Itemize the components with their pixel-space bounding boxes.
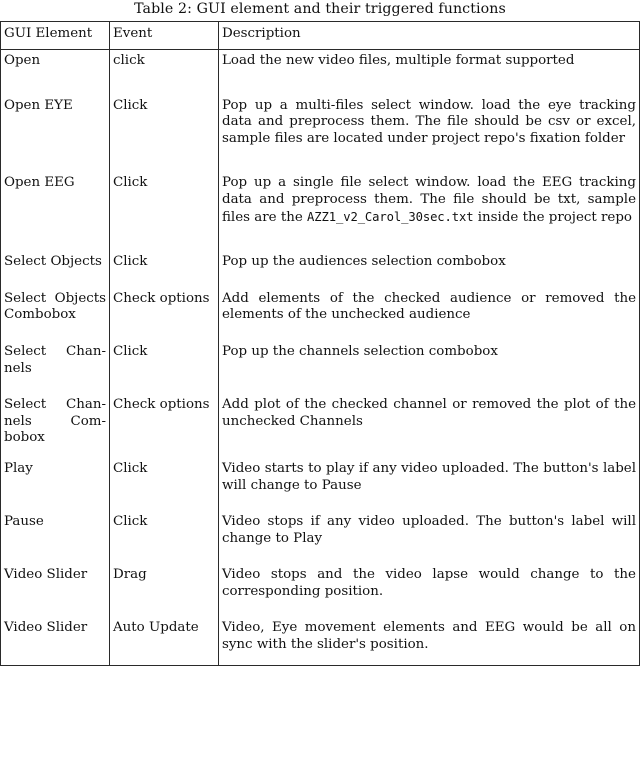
gui-element-name: Video Slider <box>4 567 88 583</box>
description-text: Pop up the channels selection combobox <box>222 343 498 359</box>
gui-element-name: Open EEG <box>4 175 75 191</box>
cell-event <box>110 564 219 603</box>
cell-event <box>110 458 219 497</box>
table-row <box>1 251 640 274</box>
cell-gui-element <box>1 95 110 151</box>
gui-element-name: Open EYE <box>4 97 73 113</box>
row-gap <box>1 497 640 511</box>
gui-elements-table <box>0 21 640 666</box>
table-row <box>1 394 640 450</box>
cell-description <box>219 95 640 151</box>
column-header-description <box>219 22 640 50</box>
cell-gui-element <box>1 341 110 380</box>
description-text: Pop up a multi-files select window. load the eye tracking data and preprocess them. The file should be csv or excel, sample files are located under project repo's fixation folder <box>222 97 636 146</box>
row-gap <box>1 274 640 288</box>
cell-gui-element <box>1 617 110 656</box>
gui-element-name: Video Slider <box>4 620 88 636</box>
row-gap <box>1 327 640 341</box>
cell-gui-element <box>1 288 110 327</box>
description-text: Video starts to play if any video uploaded. The button's label will change to Pause <box>222 460 636 493</box>
table-header-row <box>1 22 640 50</box>
table-row <box>1 172 640 229</box>
event-name: Drag <box>113 567 147 583</box>
cell-event <box>110 172 219 229</box>
table-row <box>1 95 640 151</box>
gui-element-name: Play <box>4 460 33 476</box>
event-name: Click <box>113 254 148 270</box>
gui-element-name: Select Channels <box>4 343 106 376</box>
event-name: click <box>113 53 145 68</box>
table-row <box>1 511 640 550</box>
cell-event <box>110 50 219 73</box>
description-text: Pop up the audiences selection combobox <box>222 254 506 270</box>
gui-element-name: Select Objects <box>4 254 102 270</box>
event-name: Click <box>113 343 148 359</box>
table-row <box>1 458 640 497</box>
cell-event <box>110 394 219 450</box>
cell-event <box>110 341 219 380</box>
cell-description <box>219 617 640 656</box>
table-row <box>1 564 640 603</box>
gui-element-name: Open <box>4 53 41 68</box>
row-gap <box>1 603 640 617</box>
event-name: Click <box>113 175 148 191</box>
description-text: Load the new video files, multiple format supported <box>222 53 575 68</box>
row-gap <box>1 550 640 564</box>
row-gap <box>1 150 640 172</box>
cell-description <box>219 251 640 274</box>
cell-gui-element <box>1 511 110 550</box>
cell-event <box>110 251 219 274</box>
cell-description <box>219 341 640 380</box>
cell-gui-element <box>1 172 110 229</box>
description-text: Video stops if any video uploaded. The button's label will change to Play <box>222 514 636 546</box>
column-header-event-label: Event <box>113 26 153 41</box>
event-name: Click <box>113 514 148 530</box>
description-text: Add elements of the checked audience or removed the elements of the unchecked audience <box>222 290 636 323</box>
column-header-event <box>110 22 219 50</box>
gui-element-name: Select Objects Combobox <box>4 290 106 323</box>
cell-gui-element <box>1 394 110 450</box>
cell-description <box>219 172 640 229</box>
event-name: Click <box>113 460 148 476</box>
cell-description <box>219 458 640 497</box>
cell-description <box>219 50 640 73</box>
sample-filename: AZZ1_v2_Carol_30sec.txt <box>307 209 474 224</box>
gui-element-name: Select Channels Combobox <box>4 397 106 446</box>
table-row <box>1 50 640 73</box>
cell-event <box>110 95 219 151</box>
cell-event <box>110 511 219 550</box>
row-gap <box>1 73 640 95</box>
description-text: Video stops and the video lapse would change to the corresponding position. <box>222 567 636 599</box>
description-text <box>219 172 639 229</box>
cell-event <box>110 617 219 656</box>
description-text: Video, Eye movement elements and EEG would be all on sync with the slider's position. <box>222 620 636 653</box>
table-row <box>1 341 640 380</box>
cell-event <box>110 288 219 327</box>
cell-gui-element <box>1 564 110 603</box>
table-row <box>1 617 640 656</box>
table-caption: Table 2: GUI element and their triggered functions <box>134 1 506 17</box>
column-header-gui-element <box>1 22 110 50</box>
cell-gui-element <box>1 251 110 274</box>
event-name: Click <box>113 97 148 113</box>
description-text-pre: Pop up a single file select window. load the EEG tracking data and preprocess them. The file should be txt, sample files are the <box>222 175 636 225</box>
cell-description <box>219 564 640 603</box>
cell-gui-element <box>1 458 110 497</box>
cell-description <box>219 394 640 450</box>
event-name: Check options <box>113 290 210 306</box>
column-header-gui-element-label: GUI Element <box>4 26 93 41</box>
cell-description <box>219 288 640 327</box>
description-text: Add plot of the checked channel or removed the plot of the unchecked Channels <box>222 397 636 429</box>
row-gap <box>1 657 640 666</box>
column-header-description-label: Description <box>222 26 301 41</box>
table-row <box>1 288 640 327</box>
row-gap <box>1 450 640 458</box>
cell-description <box>219 511 640 550</box>
row-gap <box>1 380 640 394</box>
row-gap <box>1 229 640 251</box>
event-name: Auto Update <box>113 620 199 636</box>
gui-element-name: Pause <box>4 514 44 530</box>
description-text-post: inside the project repo <box>473 209 632 225</box>
table-bottom-rule <box>1 665 640 666</box>
cell-gui-element <box>1 50 110 73</box>
event-name: Check options <box>113 397 210 413</box>
